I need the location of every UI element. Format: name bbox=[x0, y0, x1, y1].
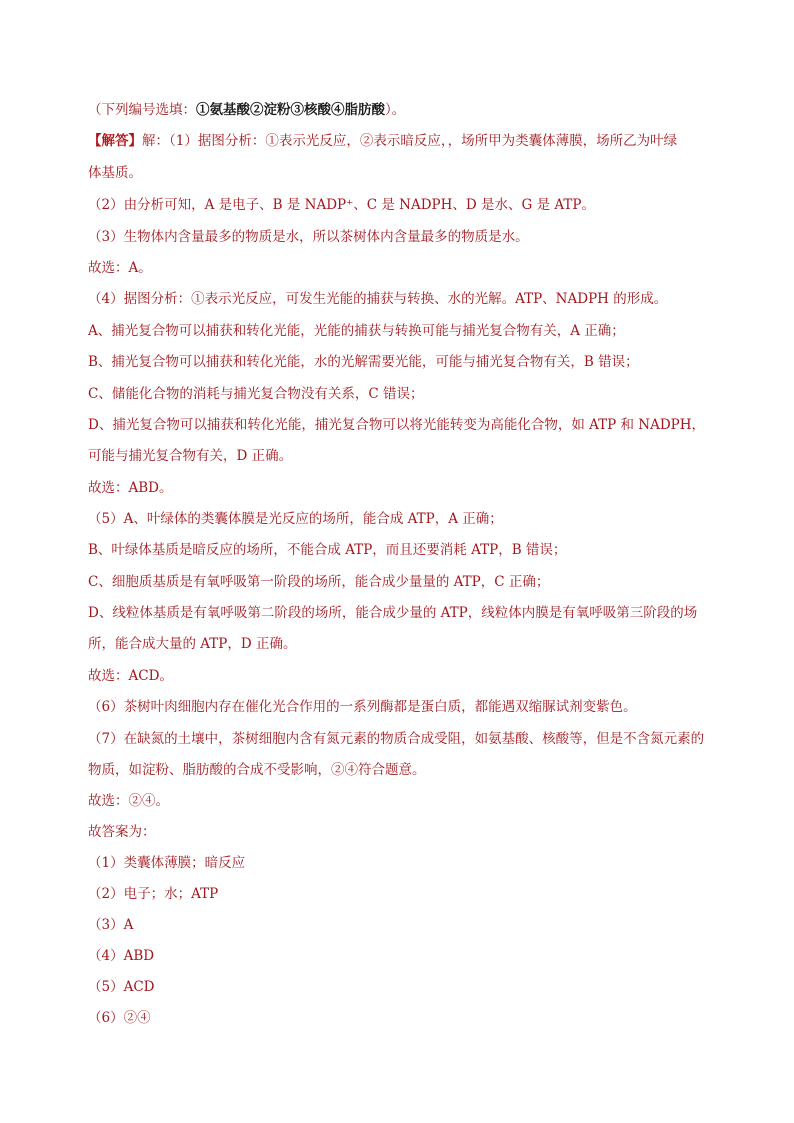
answer-line-16: D、线粒体基质是有氧呼吸第二阶段的场所，能合成少量的 ATP，线粒体内膜是有氧呼吸第三阶段的场 bbox=[88, 605, 698, 621]
answer-line-12: 故选：ABD。 bbox=[88, 480, 173, 496]
answer-line-19: （6）茶树叶肉细胞内存在催化光合作用的一系列酶都是蛋白质，都能遇双缩脲试剂变紫色。 bbox=[88, 699, 637, 715]
answer-line-1 bbox=[88, 131, 728, 151]
answer-item-4: （4）ABD bbox=[88, 948, 155, 964]
answer-item-1: （1）类囊体薄膜；暗反应 bbox=[88, 855, 246, 871]
question-note bbox=[88, 100, 728, 120]
answer-line-7: A、捕光复合物可以捕获和转化光能，光能的捕获与转换可能与捕光复合物有关，A 正确； bbox=[88, 323, 625, 339]
answer-line-11: 可能与捕光复合物有关，D 正确。 bbox=[88, 448, 293, 464]
answer-line-18: 故选：ACD。 bbox=[88, 668, 173, 684]
note-prefix: （下列编号选填： bbox=[88, 102, 196, 118]
answer-line-6: （4）据图分析：①表示光反应，可发生光能的捕获与转换、水的光解。ATP、NADPH 的形成。 bbox=[88, 291, 668, 307]
answers-title: 故答案为： bbox=[88, 824, 156, 840]
answer-line-2: 体基质。 bbox=[88, 165, 142, 181]
answer-line-15: C、细胞质基质是有氧呼吸第一阶段的场所，能合成少量量的 ATP，C 正确； bbox=[88, 574, 550, 590]
answer-line-8: B、捕光复合物可以捕获和转化光能，水的光解需要光能，可能与捕光复合物有关，B 错误； bbox=[88, 354, 639, 370]
note-options: ①氨基酸②淀粉③核酸④脂肪酸 bbox=[196, 102, 385, 118]
answer-label: 解： bbox=[142, 133, 169, 149]
answer-line-20: （7）在缺氮的土壤中，茶树细胞内含有氮元素的物质合成受阻，如氨基酸、核酸等，但是不含氮元素的 bbox=[88, 731, 705, 747]
answer-item-6: （6）②④ bbox=[88, 1010, 151, 1026]
answer-item-3: （3）A bbox=[88, 917, 134, 933]
answer-text: （1）据图分析：①表示光反应，②表示暗反应，，场所甲为类囊体薄膜，场所乙为叶绿 bbox=[169, 133, 678, 149]
answer-line-13: （5）A、叶绿体的类囊体膜是光反应的场所，能合成 ATP，A 正确； bbox=[88, 511, 503, 527]
answer-item-5: （5）ACD bbox=[88, 979, 155, 995]
answer-line-17: 所，能合成大量的 ATP，D 正确。 bbox=[88, 636, 297, 652]
answer-line-5: 故选：A。 bbox=[88, 260, 152, 276]
answer-item-2: （2）电子；水；ATP bbox=[88, 886, 219, 902]
answer-line-3: （2）由分析可知，A 是电子、B 是 NADP⁺、C 是 NADPH、D 是水、G 是 ATP。 bbox=[88, 197, 595, 213]
answer-line-4: （3）生物体内含量最多的物质是水，所以茶树体内含量最多的物质是水。 bbox=[88, 229, 529, 245]
answer-line-10: D、捕光复合物可以捕获和转化光能，捕光复合物可以将光能转变为高能化合物，如 ATP 和 NADPH， bbox=[88, 417, 706, 433]
answer-tag: 【解答】 bbox=[88, 133, 142, 149]
note-suffix: ）。 bbox=[385, 102, 406, 118]
answer-line-9: C、储能化合物的消耗与捕光复合物没有关系，C 错误； bbox=[88, 386, 424, 402]
answer-line-21: 物质，如淀粉、脂肪酸的合成不受影响，②④符合题意。 bbox=[88, 762, 426, 778]
answer-line-22: 故选：②④。 bbox=[88, 793, 169, 809]
answer-line-14: B、叶绿体基质是暗反应的场所，不能合成 ATP，而且还要消耗 ATP，B 错误； bbox=[88, 542, 567, 558]
